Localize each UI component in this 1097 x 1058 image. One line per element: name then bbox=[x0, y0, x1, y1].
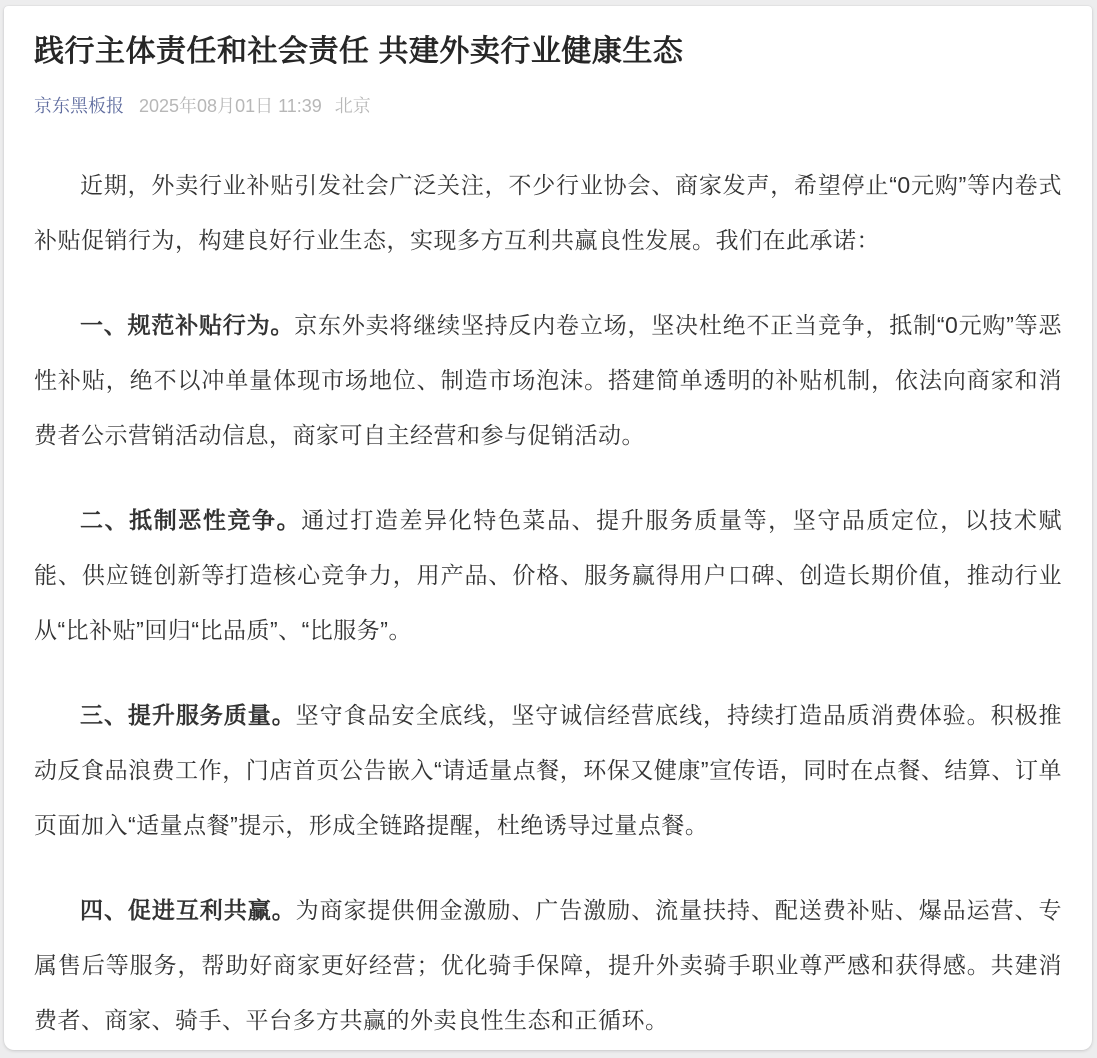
paragraph bbox=[34, 883, 1062, 1048]
byline bbox=[34, 92, 1062, 118]
source-link[interactable]: 京东黑板报 bbox=[34, 96, 124, 116]
paragraph bbox=[34, 493, 1062, 658]
paragraph-lead: 三、提升服务质量。 bbox=[80, 702, 296, 728]
paragraph-lead: 一、规范补贴行为。 bbox=[80, 312, 295, 338]
paragraph bbox=[34, 298, 1062, 463]
paragraph-text: 近期，外卖行业补贴引发社会广泛关注，不少行业协会、商家发声，希望停止“0元购”等内卷式补贴促销行为，构建良好行业生态，实现多方互利共赢良性发展。我们在此承诺： bbox=[34, 172, 1062, 253]
paragraph bbox=[34, 158, 1062, 268]
paragraph-text: 京东外卖将继续坚持反内卷立场，坚决杜绝不正当竞争，抵制“0元购”等恶性补贴，绝不以冲单量体现市场地位、制造市场泡沫。搭建简单透明的补贴机制，依法向商家和消费者公示营销活动信息，商家可自主经营和参与促销活动。 bbox=[34, 312, 1062, 448]
paragraph-text: 为商家提供佣金激励、广告激励、流量扶持、配送费补贴、爆品运营、专属售后等服务，帮助好商家更好经营；优化骑手保障，提升外卖骑手职业尊严感和获得感。共建消费者、商家、骑手、平台多方共赢的外卖良性生态和正循环。 bbox=[34, 897, 1063, 1033]
paragraph bbox=[34, 688, 1062, 853]
publish-location: 北京 bbox=[334, 96, 371, 116]
article-body bbox=[34, 158, 1062, 1048]
article-title: 践行主体责任和社会责任 共建外卖行业健康生态 bbox=[34, 35, 684, 68]
paragraph-text: 坚守食品安全底线，坚守诚信经营底线，持续打造品质消费体验。积极推动反食品浪费工作，门店首页公告嵌入“请适量点餐，环保又健康”宣传语，同时在点餐、结算、订单页面加入“适量点餐”提示，形成全链路提醒，杜绝诱导过量点餐。 bbox=[34, 702, 1063, 838]
publish-date: 2025年08月01日 11:39 bbox=[139, 96, 322, 116]
paragraph-lead: 四、促进互利共赢。 bbox=[80, 897, 296, 923]
paragraph-lead: 二、抵制恶性竞争。 bbox=[80, 507, 302, 533]
article-card bbox=[4, 6, 1092, 1050]
paragraph-text: 通过打造差异化特色菜品、提升服务质量等，坚守品质定位，以技术赋能、供应链创新等打造核心竞争力，用产品、价格、服务赢得用户口碑、创造长期价值，推动行业从“比补贴”回归“比品质”、“比服务”。 bbox=[34, 507, 1063, 643]
